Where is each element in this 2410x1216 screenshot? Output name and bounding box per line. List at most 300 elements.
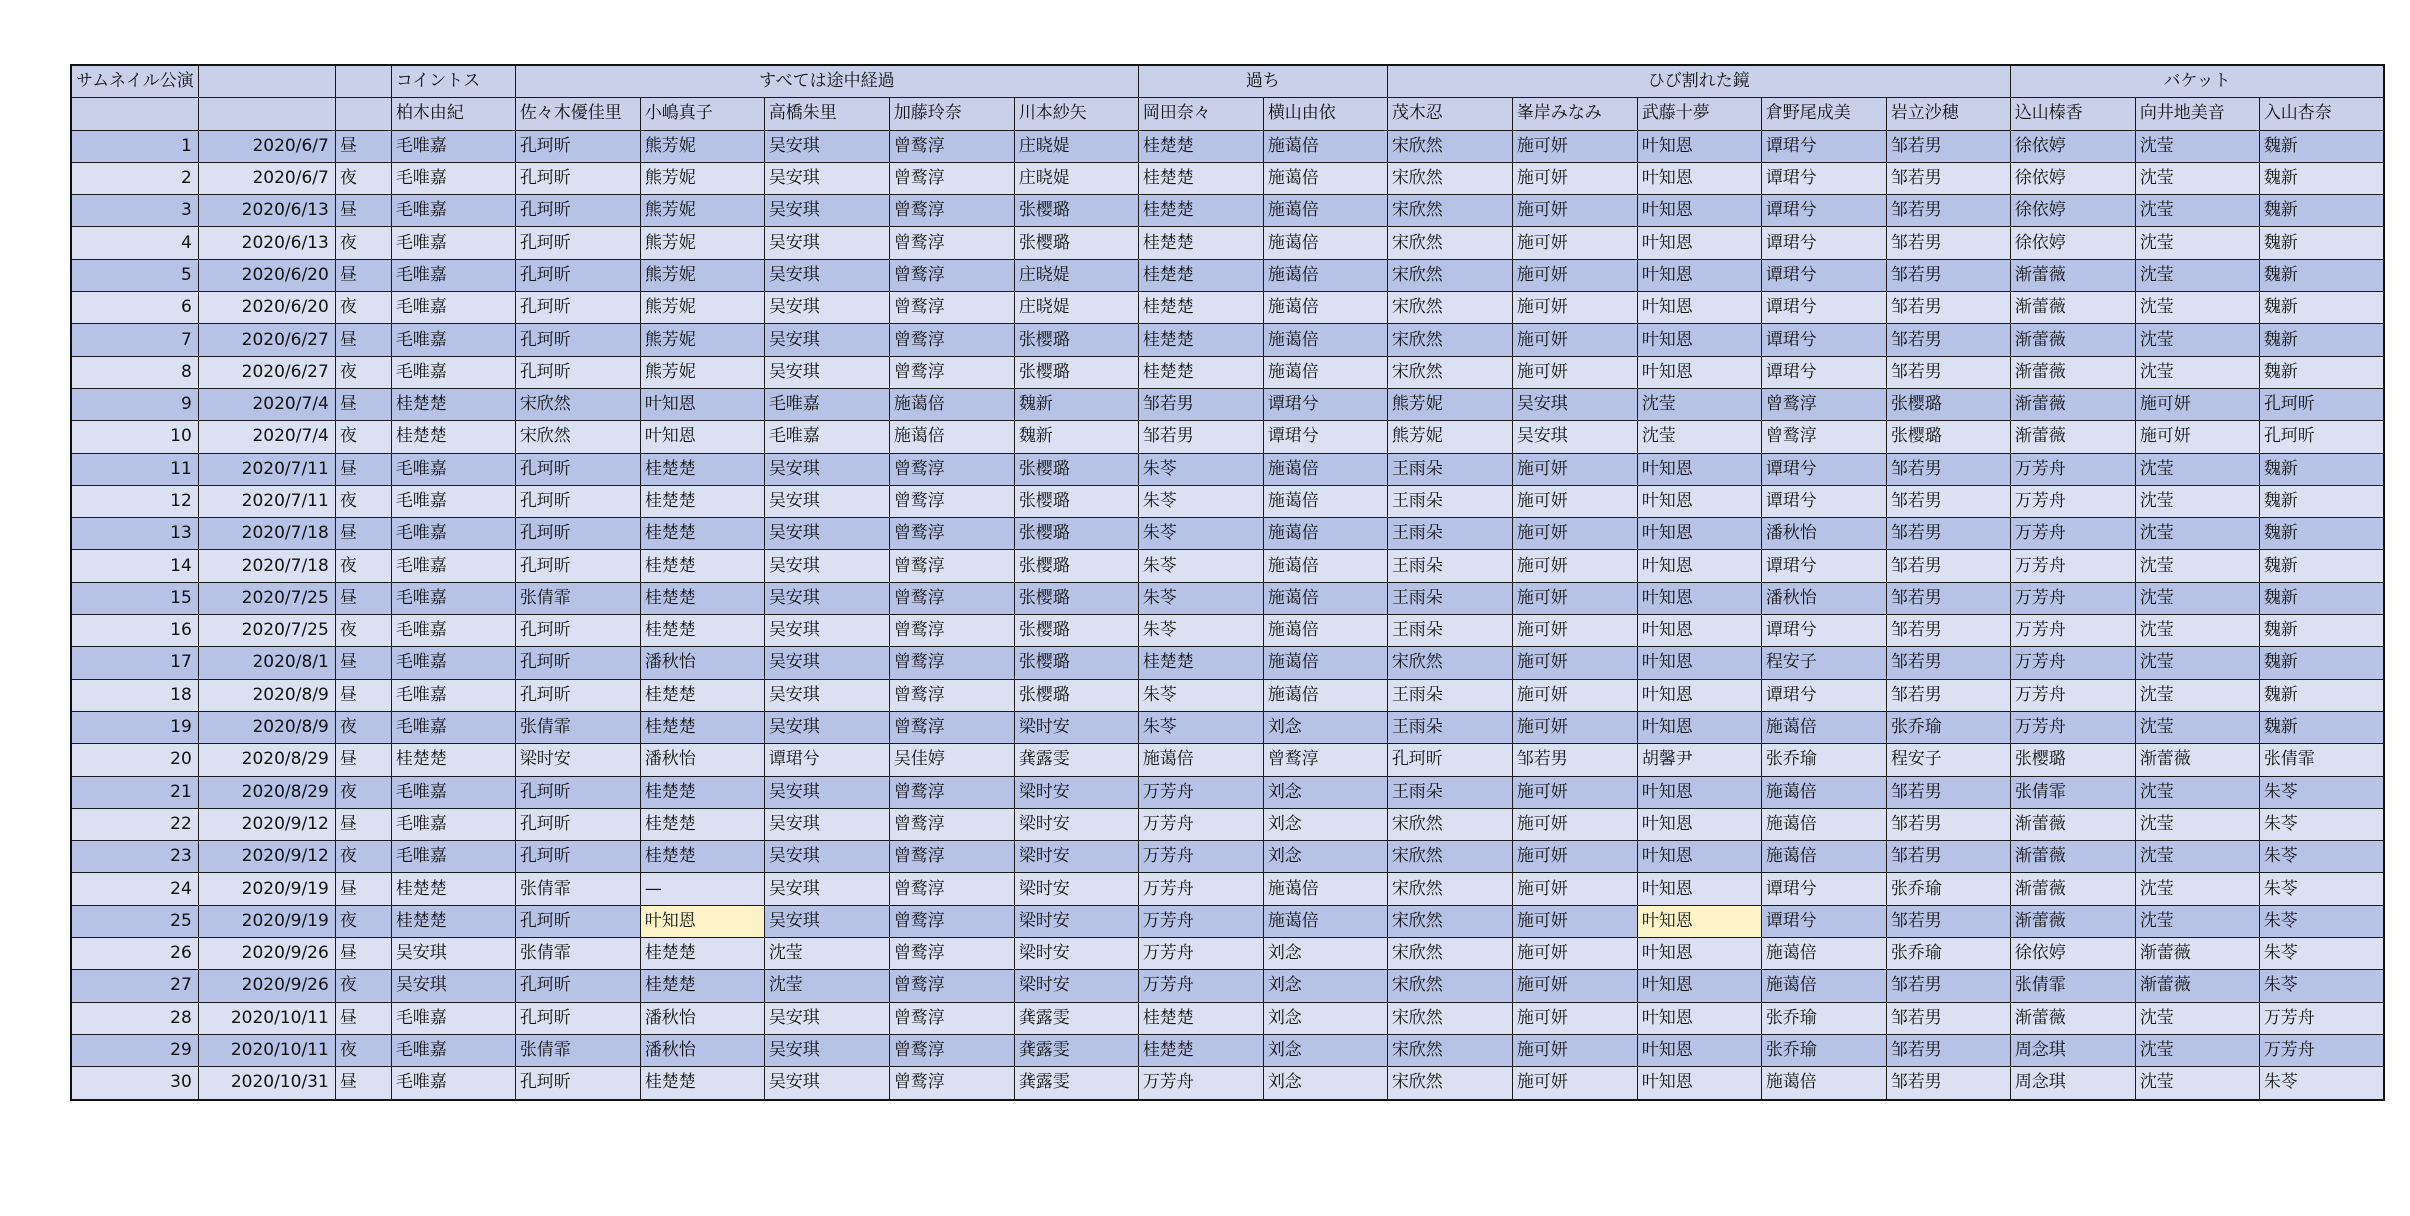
- member-cell[interactable]: 沈莹: [2135, 1002, 2259, 1034]
- member-cell[interactable]: 施蔼倍: [1263, 162, 1387, 194]
- member-cell[interactable]: 叶知恩: [1637, 808, 1761, 840]
- cast-header-cell[interactable]: 入山杏奈: [2259, 98, 2384, 130]
- member-cell[interactable]: 施可妍: [2135, 388, 2259, 420]
- member-cell[interactable]: 邹若男: [1886, 615, 2010, 647]
- member-cell[interactable]: 桂楚楚: [640, 679, 764, 711]
- row-number-cell[interactable]: 30: [71, 1067, 198, 1100]
- member-cell[interactable]: 张樱璐: [1014, 582, 1138, 614]
- member-cell[interactable]: 谭珺兮: [1761, 195, 1886, 227]
- date-cell[interactable]: 2020/7/4: [198, 388, 335, 420]
- member-cell[interactable]: 熊芳妮: [1387, 388, 1512, 420]
- date-cell[interactable]: 2020/6/7: [198, 130, 335, 162]
- member-cell[interactable]: 曾鹜淳: [889, 841, 1014, 873]
- member-cell[interactable]: 桂楚楚: [1138, 130, 1263, 162]
- date-cell[interactable]: 2020/6/7: [198, 162, 335, 194]
- member-cell[interactable]: 桂楚楚: [1138, 647, 1263, 679]
- member-cell[interactable]: 王雨朵: [1387, 453, 1512, 485]
- row-number-cell[interactable]: 15: [71, 582, 198, 614]
- member-cell[interactable]: 张乔瑜: [1886, 711, 2010, 743]
- member-cell[interactable]: 万芳舟: [1138, 776, 1263, 808]
- member-cell[interactable]: 施蔼倍: [1761, 808, 1886, 840]
- corner-cell[interactable]: サムネイル公演: [71, 65, 198, 98]
- member-cell[interactable]: 施可妍: [1512, 1002, 1637, 1034]
- member-cell[interactable]: 曾鹜淳: [1761, 421, 1886, 453]
- member-cell[interactable]: 吴安琪: [764, 873, 889, 905]
- row-number-cell[interactable]: 2: [71, 162, 198, 194]
- slot-cell[interactable]: 夜: [335, 1034, 391, 1066]
- slot-cell[interactable]: 昼: [335, 324, 391, 356]
- member-cell[interactable]: 叶知恩: [1637, 1002, 1761, 1034]
- member-cell[interactable]: 叶知恩: [1637, 130, 1761, 162]
- member-cell[interactable]: 施蔼倍: [1263, 518, 1387, 550]
- member-cell[interactable]: 刘念: [1263, 1002, 1387, 1034]
- cast-header-cell[interactable]: 倉野尾成美: [1761, 98, 1886, 130]
- member-cell[interactable]: 刘念: [1263, 1034, 1387, 1066]
- member-cell[interactable]: 龚露雯: [1014, 1034, 1138, 1066]
- member-cell[interactable]: 宋欣然: [1387, 324, 1512, 356]
- member-cell[interactable]: 王雨朵: [1387, 776, 1512, 808]
- member-cell[interactable]: 施蔼倍: [1263, 130, 1387, 162]
- member-cell[interactable]: 张樱璐: [2010, 744, 2135, 776]
- member-cell[interactable]: 张倩霏: [515, 1034, 640, 1066]
- member-cell[interactable]: 张乔瑜: [1761, 744, 1886, 776]
- member-cell[interactable]: 施蔼倍: [1263, 485, 1387, 517]
- member-cell[interactable]: 桂楚楚: [640, 485, 764, 517]
- member-cell[interactable]: 刘念: [1263, 808, 1387, 840]
- member-cell[interactable]: 曾鹜淳: [889, 518, 1014, 550]
- member-cell[interactable]: 毛唯嘉: [391, 679, 515, 711]
- member-cell[interactable]: 桂楚楚: [640, 776, 764, 808]
- member-cell[interactable]: 魏新: [1014, 388, 1138, 420]
- member-cell[interactable]: 叶知恩: [1637, 1067, 1761, 1100]
- member-cell[interactable]: 潘秋怡: [640, 744, 764, 776]
- member-cell[interactable]: 曾鹜淳: [889, 711, 1014, 743]
- member-cell[interactable]: 万芳舟: [2010, 518, 2135, 550]
- member-cell[interactable]: 孔珂昕: [2259, 421, 2384, 453]
- member-cell[interactable]: 孔珂昕: [515, 162, 640, 194]
- member-cell[interactable]: 曾鹜淳: [889, 453, 1014, 485]
- member-cell[interactable]: 施可妍: [1512, 162, 1637, 194]
- member-cell[interactable]: 桂楚楚: [391, 421, 515, 453]
- member-cell[interactable]: 邹若男: [1886, 841, 2010, 873]
- member-cell[interactable]: 刘念: [1263, 776, 1387, 808]
- member-cell[interactable]: 谭珺兮: [1761, 356, 1886, 388]
- member-cell[interactable]: 施可妍: [1512, 485, 1637, 517]
- row-number-cell[interactable]: 10: [71, 421, 198, 453]
- member-cell[interactable]: 叶知恩: [1637, 679, 1761, 711]
- member-cell[interactable]: 宋欣然: [1387, 1002, 1512, 1034]
- member-cell[interactable]: 吴安琪: [764, 292, 889, 324]
- member-cell[interactable]: 宋欣然: [515, 421, 640, 453]
- member-cell[interactable]: 万芳舟: [2010, 485, 2135, 517]
- row-number-cell[interactable]: 9: [71, 388, 198, 420]
- member-cell[interactable]: 渐蕾薇: [2010, 356, 2135, 388]
- member-cell[interactable]: 邹若男: [1886, 679, 2010, 711]
- member-cell[interactable]: 沈莹: [2135, 259, 2259, 291]
- slot-cell[interactable]: 昼: [335, 259, 391, 291]
- member-cell[interactable]: 曾鹜淳: [889, 938, 1014, 970]
- member-cell[interactable]: 沈莹: [2135, 679, 2259, 711]
- member-cell[interactable]: 万芳舟: [1138, 841, 1263, 873]
- date-cell[interactable]: 2020/9/19: [198, 905, 335, 937]
- member-cell[interactable]: 熊芳妮: [640, 356, 764, 388]
- date-cell[interactable]: 2020/7/25: [198, 615, 335, 647]
- date-cell[interactable]: 2020/6/27: [198, 324, 335, 356]
- member-cell[interactable]: 万芳舟: [2010, 679, 2135, 711]
- member-cell[interactable]: 毛唯嘉: [391, 808, 515, 840]
- member-cell[interactable]: 孔珂昕: [515, 679, 640, 711]
- member-cell[interactable]: 程安子: [1886, 744, 2010, 776]
- member-cell[interactable]: 万芳舟: [1138, 1067, 1263, 1100]
- member-cell[interactable]: 施可妍: [1512, 550, 1637, 582]
- member-cell[interactable]: 曾鹜淳: [889, 550, 1014, 582]
- member-cell[interactable]: 宋欣然: [1387, 841, 1512, 873]
- member-cell[interactable]: 朱苓: [1138, 615, 1263, 647]
- member-cell[interactable]: 曾鹜淳: [889, 227, 1014, 259]
- slot-cell[interactable]: 昼: [335, 1067, 391, 1100]
- member-cell[interactable]: 宋欣然: [1387, 162, 1512, 194]
- member-cell[interactable]: 曾鹜淳: [889, 324, 1014, 356]
- member-cell[interactable]: 曾鹜淳: [889, 776, 1014, 808]
- member-cell[interactable]: 张樱璐: [1886, 421, 2010, 453]
- member-cell[interactable]: 叶知恩: [1637, 711, 1761, 743]
- member-cell[interactable]: 孔珂昕: [515, 550, 640, 582]
- member-cell[interactable]: 徐依婷: [2010, 938, 2135, 970]
- member-cell[interactable]: 沈莹: [2135, 711, 2259, 743]
- member-cell[interactable]: 桂楚楚: [640, 711, 764, 743]
- member-cell[interactable]: 邹若男: [1512, 744, 1637, 776]
- member-cell[interactable]: 叶知恩: [1637, 1034, 1761, 1066]
- member-cell[interactable]: 宋欣然: [1387, 647, 1512, 679]
- group-header-hibiwareta[interactable]: ひび割れた鏡: [1387, 65, 2010, 98]
- member-cell[interactable]: 谭珺兮: [1263, 421, 1387, 453]
- member-cell[interactable]: 叶知恩: [1637, 550, 1761, 582]
- member-cell[interactable]: 叶知恩: [1637, 195, 1761, 227]
- member-cell[interactable]: 毛唯嘉: [764, 421, 889, 453]
- slot-cell[interactable]: 夜: [335, 970, 391, 1002]
- cast-header-cell[interactable]: 川本紗矢: [1014, 98, 1138, 130]
- member-cell[interactable]: 宋欣然: [1387, 905, 1512, 937]
- member-cell[interactable]: 朱苓: [2259, 938, 2384, 970]
- empty-cell[interactable]: [198, 65, 335, 98]
- member-cell[interactable]: 吴安琪: [764, 259, 889, 291]
- member-cell[interactable]: 沈莹: [2135, 1067, 2259, 1100]
- row-number-cell[interactable]: 3: [71, 195, 198, 227]
- member-cell[interactable]: 吴安琪: [764, 679, 889, 711]
- slot-cell[interactable]: 夜: [335, 485, 391, 517]
- row-number-cell[interactable]: 8: [71, 356, 198, 388]
- row-number-cell[interactable]: 24: [71, 873, 198, 905]
- member-cell[interactable]: 王雨朵: [1387, 550, 1512, 582]
- member-cell[interactable]: 谭珺兮: [1761, 550, 1886, 582]
- member-cell[interactable]: 孔珂昕: [2259, 388, 2384, 420]
- member-cell[interactable]: 桂楚楚: [1138, 356, 1263, 388]
- slot-cell[interactable]: 夜: [335, 162, 391, 194]
- member-cell[interactable]: 施可妍: [1512, 808, 1637, 840]
- member-cell[interactable]: 沈莹: [2135, 647, 2259, 679]
- member-cell[interactable]: 谭珺兮: [1761, 905, 1886, 937]
- member-cell[interactable]: 魏新: [2259, 615, 2384, 647]
- member-cell[interactable]: 邹若男: [1138, 421, 1263, 453]
- member-cell[interactable]: 孔珂昕: [515, 130, 640, 162]
- member-cell[interactable]: 魏新: [2259, 453, 2384, 485]
- member-cell[interactable]: 刘念: [1263, 1067, 1387, 1100]
- member-cell[interactable]: 潘秋怡: [640, 1002, 764, 1034]
- slot-cell[interactable]: 昼: [335, 808, 391, 840]
- member-cell[interactable]: 邹若男: [1886, 195, 2010, 227]
- member-cell[interactable]: 沈莹: [2135, 130, 2259, 162]
- member-cell[interactable]: 施蔼倍: [1761, 711, 1886, 743]
- member-cell[interactable]: 魏新: [2259, 582, 2384, 614]
- member-cell[interactable]: 邹若男: [1886, 550, 2010, 582]
- slot-cell[interactable]: 夜: [335, 421, 391, 453]
- member-cell[interactable]: 毛唯嘉: [391, 550, 515, 582]
- member-cell[interactable]: 万芳舟: [2010, 453, 2135, 485]
- date-cell[interactable]: 2020/6/20: [198, 259, 335, 291]
- member-cell[interactable]: 魏新: [2259, 485, 2384, 517]
- date-cell[interactable]: 2020/7/25: [198, 582, 335, 614]
- member-cell[interactable]: 叶知恩: [1637, 647, 1761, 679]
- member-cell[interactable]: 施蔼倍: [1761, 841, 1886, 873]
- member-cell[interactable]: 吴安琪: [1512, 388, 1637, 420]
- member-cell[interactable]: 吴安琪: [764, 162, 889, 194]
- member-cell[interactable]: 施蔼倍: [1761, 776, 1886, 808]
- group-header-bucket[interactable]: バケット: [2010, 65, 2384, 98]
- member-cell[interactable]: 曾鹜淳: [889, 292, 1014, 324]
- slot-cell[interactable]: 昼: [335, 453, 391, 485]
- member-cell[interactable]: 万芳舟: [2010, 582, 2135, 614]
- slot-cell[interactable]: 昼: [335, 679, 391, 711]
- member-cell[interactable]: 邹若男: [1886, 905, 2010, 937]
- member-cell[interactable]: 王雨朵: [1387, 679, 1512, 711]
- member-cell[interactable]: 施可妍: [1512, 582, 1637, 614]
- member-cell[interactable]: 宋欣然: [1387, 292, 1512, 324]
- member-cell[interactable]: 吴安琪: [1512, 421, 1637, 453]
- member-cell[interactable]: 潘秋怡: [640, 647, 764, 679]
- member-cell[interactable]: 沈莹: [2135, 582, 2259, 614]
- member-cell[interactable]: 施可妍: [1512, 227, 1637, 259]
- member-cell[interactable]: 施可妍: [1512, 905, 1637, 937]
- member-cell[interactable]: 施蔼倍: [1263, 615, 1387, 647]
- member-cell[interactable]: 叶知恩: [1637, 615, 1761, 647]
- row-number-cell[interactable]: 6: [71, 292, 198, 324]
- member-cell[interactable]: 吴安琪: [764, 550, 889, 582]
- slot-cell[interactable]: 昼: [335, 518, 391, 550]
- member-cell[interactable]: 毛唯嘉: [391, 453, 515, 485]
- member-cell[interactable]: 张倩霏: [515, 711, 640, 743]
- date-cell[interactable]: 2020/7/4: [198, 421, 335, 453]
- member-cell[interactable]: 吴安琪: [764, 905, 889, 937]
- member-cell[interactable]: 魏新: [2259, 518, 2384, 550]
- member-cell[interactable]: 朱苓: [2259, 970, 2384, 1002]
- member-cell[interactable]: 沈莹: [2135, 227, 2259, 259]
- member-cell[interactable]: 朱苓: [1138, 550, 1263, 582]
- member-cell[interactable]: 张倩霏: [2010, 970, 2135, 1002]
- member-cell[interactable]: 吴安琪: [764, 776, 889, 808]
- member-cell[interactable]: 沈莹: [2135, 485, 2259, 517]
- member-cell[interactable]: 施可妍: [1512, 453, 1637, 485]
- member-cell[interactable]: 龚露雯: [1014, 1067, 1138, 1100]
- member-cell[interactable]: 邹若男: [1886, 1034, 2010, 1066]
- member-cell[interactable]: 毛唯嘉: [391, 356, 515, 388]
- member-cell[interactable]: 施可妍: [1512, 1067, 1637, 1100]
- member-cell[interactable]: 朱苓: [1138, 582, 1263, 614]
- member-cell[interactable]: 施可妍: [1512, 711, 1637, 743]
- slot-cell[interactable]: 夜: [335, 711, 391, 743]
- member-cell[interactable]: 沈莹: [2135, 195, 2259, 227]
- member-cell[interactable]: 魏新: [2259, 130, 2384, 162]
- member-cell[interactable]: 施可妍: [1512, 259, 1637, 291]
- member-cell[interactable]: 魏新: [2259, 356, 2384, 388]
- member-cell[interactable]: 施蔼倍: [1263, 324, 1387, 356]
- member-cell[interactable]: 叶知恩: [1637, 162, 1761, 194]
- group-header-cointoss[interactable]: コイントス: [391, 65, 515, 98]
- member-cell[interactable]: 毛唯嘉: [391, 292, 515, 324]
- date-cell[interactable]: 2020/8/1: [198, 647, 335, 679]
- member-cell[interactable]: 吴安琪: [391, 938, 515, 970]
- date-cell[interactable]: 2020/9/26: [198, 938, 335, 970]
- member-cell[interactable]: 张倩霏: [515, 582, 640, 614]
- member-cell[interactable]: 潘秋怡: [1761, 518, 1886, 550]
- member-cell[interactable]: 宋欣然: [1387, 259, 1512, 291]
- member-cell[interactable]: 张樱璐: [1014, 647, 1138, 679]
- member-cell[interactable]: 毛唯嘉: [391, 1067, 515, 1100]
- member-cell[interactable]: 桂楚楚: [1138, 292, 1263, 324]
- member-cell[interactable]: 施蔼倍: [1263, 550, 1387, 582]
- row-number-cell[interactable]: 26: [71, 938, 198, 970]
- member-cell[interactable]: 曾鹜淳: [889, 615, 1014, 647]
- member-cell[interactable]: 邹若男: [1886, 356, 2010, 388]
- member-cell[interactable]: 吴安琪: [764, 1002, 889, 1034]
- member-cell[interactable]: 桂楚楚: [1138, 195, 1263, 227]
- member-cell[interactable]: 施蔼倍: [1263, 905, 1387, 937]
- member-cell[interactable]: 万芳舟: [1138, 905, 1263, 937]
- cast-header-cell[interactable]: 岡田奈々: [1138, 98, 1263, 130]
- date-cell[interactable]: 2020/10/31: [198, 1067, 335, 1100]
- member-cell[interactable]: 叶知恩: [1637, 841, 1761, 873]
- member-cell[interactable]: 谭珺兮: [1761, 679, 1886, 711]
- cast-header-cell[interactable]: 高橋朱里: [764, 98, 889, 130]
- member-cell[interactable]: 渐蕾薇: [2010, 292, 2135, 324]
- member-cell[interactable]: 吴安琪: [764, 647, 889, 679]
- member-cell[interactable]: 张樱璐: [1014, 485, 1138, 517]
- member-cell[interactable]: 曾鹜淳: [889, 905, 1014, 937]
- member-cell[interactable]: 张樱璐: [1014, 550, 1138, 582]
- member-cell[interactable]: 孔珂昕: [1387, 744, 1512, 776]
- date-cell[interactable]: 2020/6/27: [198, 356, 335, 388]
- member-cell[interactable]: 熊芳妮: [640, 259, 764, 291]
- member-cell[interactable]: 徐依婷: [2010, 195, 2135, 227]
- member-cell[interactable]: 刘念: [1263, 841, 1387, 873]
- member-cell[interactable]: 叶知恩: [1637, 518, 1761, 550]
- slot-cell[interactable]: 昼: [335, 938, 391, 970]
- slot-cell[interactable]: 昼: [335, 744, 391, 776]
- member-cell[interactable]: 渐蕾薇: [2010, 421, 2135, 453]
- date-cell[interactable]: 2020/10/11: [198, 1034, 335, 1066]
- member-cell[interactable]: 宋欣然: [1387, 227, 1512, 259]
- member-cell[interactable]: 朱苓: [1138, 679, 1263, 711]
- member-cell[interactable]: 宋欣然: [515, 388, 640, 420]
- cast-header-cell[interactable]: 加藤玲奈: [889, 98, 1014, 130]
- member-cell[interactable]: 曾鹜淳: [889, 647, 1014, 679]
- member-cell[interactable]: 梁时安: [1014, 905, 1138, 937]
- member-cell[interactable]: 曾鹜淳: [889, 1034, 1014, 1066]
- cast-header-cell[interactable]: 柏木由紀: [391, 98, 515, 130]
- member-cell[interactable]: 谭珺兮: [764, 744, 889, 776]
- member-cell[interactable]: 龚露雯: [1014, 1002, 1138, 1034]
- member-cell[interactable]: 施可妍: [1512, 679, 1637, 711]
- row-number-cell[interactable]: 18: [71, 679, 198, 711]
- member-cell[interactable]: 谭珺兮: [1761, 615, 1886, 647]
- member-cell[interactable]: 梁时安: [1014, 938, 1138, 970]
- member-cell[interactable]: 吴安琪: [764, 711, 889, 743]
- member-cell[interactable]: 熊芳妮: [640, 195, 764, 227]
- member-cell[interactable]: 王雨朵: [1387, 582, 1512, 614]
- slot-cell[interactable]: 夜: [335, 905, 391, 937]
- row-number-cell[interactable]: 29: [71, 1034, 198, 1066]
- member-cell[interactable]: 孔珂昕: [515, 518, 640, 550]
- member-cell[interactable]: 桂楚楚: [640, 1067, 764, 1100]
- member-cell[interactable]: 桂楚楚: [640, 808, 764, 840]
- member-cell[interactable]: 魏新: [2259, 711, 2384, 743]
- member-cell[interactable]: 渐蕾薇: [2010, 841, 2135, 873]
- row-number-cell[interactable]: 4: [71, 227, 198, 259]
- member-cell[interactable]: 熊芳妮: [1387, 421, 1512, 453]
- member-cell[interactable]: 邹若男: [1886, 292, 2010, 324]
- member-cell[interactable]: 邹若男: [1886, 808, 2010, 840]
- slot-cell[interactable]: 夜: [335, 776, 391, 808]
- member-cell[interactable]: 徐依婷: [2010, 130, 2135, 162]
- date-cell[interactable]: 2020/9/12: [198, 808, 335, 840]
- member-cell[interactable]: 孔珂昕: [515, 259, 640, 291]
- row-number-cell[interactable]: 28: [71, 1002, 198, 1034]
- member-cell[interactable]: 吴佳婷: [889, 744, 1014, 776]
- member-cell[interactable]: 朱苓: [2259, 1067, 2384, 1100]
- member-cell[interactable]: 毛唯嘉: [391, 1002, 515, 1034]
- member-cell[interactable]: 施蔼倍: [1263, 356, 1387, 388]
- slot-cell[interactable]: 夜: [335, 227, 391, 259]
- member-cell[interactable]: 曾鹜淳: [889, 130, 1014, 162]
- member-cell[interactable]: 谭珺兮: [1761, 227, 1886, 259]
- member-cell[interactable]: 孔珂昕: [515, 970, 640, 1002]
- member-cell[interactable]: 万芳舟: [1138, 873, 1263, 905]
- member-cell[interactable]: 叶知恩: [640, 905, 764, 937]
- member-cell[interactable]: 王雨朵: [1387, 485, 1512, 517]
- member-cell[interactable]: 沈莹: [2135, 162, 2259, 194]
- member-cell[interactable]: 施可妍: [1512, 292, 1637, 324]
- member-cell[interactable]: 万芳舟: [2010, 647, 2135, 679]
- member-cell[interactable]: 魏新: [2259, 647, 2384, 679]
- member-cell[interactable]: 庄晓媞: [1014, 162, 1138, 194]
- member-cell[interactable]: 施可妍: [1512, 518, 1637, 550]
- slot-cell[interactable]: 昼: [335, 647, 391, 679]
- row-number-cell[interactable]: 13: [71, 518, 198, 550]
- member-cell[interactable]: 渐蕾薇: [2010, 388, 2135, 420]
- member-cell[interactable]: 桂楚楚: [640, 550, 764, 582]
- row-number-cell[interactable]: 16: [71, 615, 198, 647]
- member-cell[interactable]: 梁时安: [1014, 711, 1138, 743]
- cast-header-cell[interactable]: 向井地美音: [2135, 98, 2259, 130]
- row-number-cell[interactable]: 14: [71, 550, 198, 582]
- member-cell[interactable]: 朱苓: [1138, 453, 1263, 485]
- cast-header-cell[interactable]: 小嶋真子: [640, 98, 764, 130]
- slot-cell[interactable]: 昼: [335, 582, 391, 614]
- member-cell[interactable]: 魏新: [2259, 324, 2384, 356]
- member-cell[interactable]: 曾鹜淳: [889, 970, 1014, 1002]
- member-cell[interactable]: 曾鹜淳: [889, 259, 1014, 291]
- member-cell[interactable]: —: [640, 873, 764, 905]
- slot-cell[interactable]: 夜: [335, 356, 391, 388]
